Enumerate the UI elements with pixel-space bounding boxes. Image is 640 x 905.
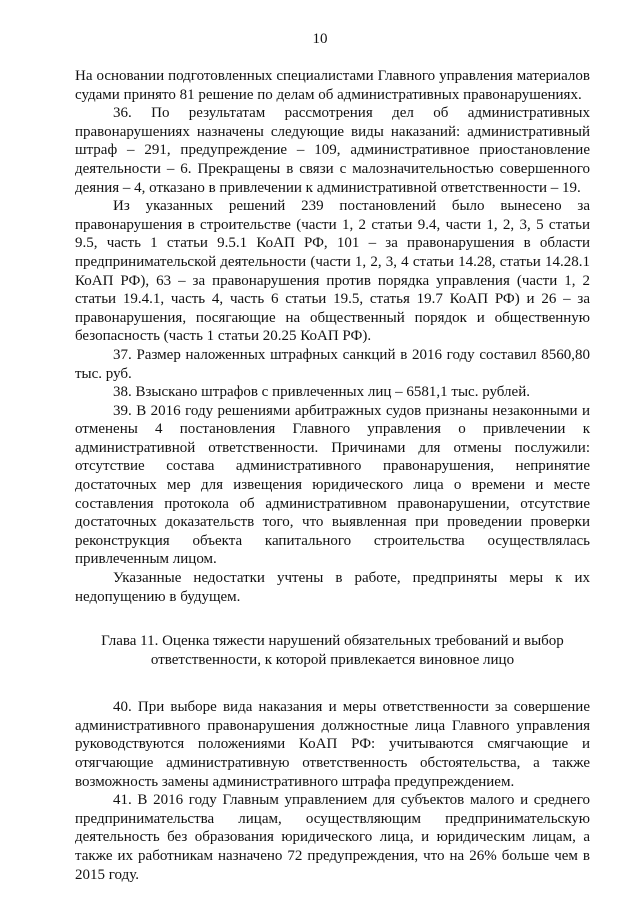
page-number: 10 (312, 31, 328, 47)
paragraph-36: 36. По результатам рассмотрения дел об административных правонарушениях назначены следующие виды наказаний: административный штраф – 291, предупреждение – 109, административное приостановление деятельности – 6. Прекращены в связи с малозначительностью совершенного деяния – 4, отказано в привлечении к административной ответственности – 19. (75, 105, 590, 196)
paragraph-37: 37. Размер наложенных штрафных санкций в 2016 году составил 8560,80 тыс. руб. (75, 346, 590, 382)
paragraph-41: 41. В 2016 году Главным управлением для субъектов малого и среднего предпринимательства лицам, осуществляющим предпринимательскую деятельность без образования юридического лица, и юридическим лицам, а также их работникам назначено 72 предупреждения, что на 26% больше чем в 2015 году. (75, 792, 590, 883)
paragraph-38: 38. Взыскано штрафов с привлеченных лиц – 6581,1 тыс. рублей. (113, 384, 530, 401)
paragraph-40: 40. При выборе вида наказания и меры ответственности за совершение административного правонарушения должностные лица Главного управления руководствуются положениями КоАП РФ: учитываются смягчающие и отягчающие административную ответственность обстоятельства, а также возможность замены административного штрафа предупреждением. (75, 699, 590, 790)
chapter-heading (75, 632, 590, 670)
paragraph-36-details: Из указанных решений 239 постановлений было вынесено за правонарушения в строительстве (части 1, 2 статьи 9.4, части 1, 2, 3, 5 статьи 9.5, часть 1 статьи 9.5.1 КоАП РФ, 101 – за правонарушения в области предпринимательской деятельности (части 1, 2, 3, 4 статьи 14.28, статьи 14.28.1 КоАП РФ), 63 – за правонарушения против порядка управления (части 1, 2 статьи 19.4.1, часть 4, часть 6 статьи 19.5, статья 19.7 КоАП РФ) и 26 – за правонарушения, посягающие на общественный порядок и общественную безопасность (часть 1 статьи 20.25 КоАП РФ). (75, 198, 590, 345)
chapter-heading-line-2: ответственности, к которой привлекается виновное лицо (150, 652, 515, 669)
document-body (75, 67, 590, 884)
paragraph-39-conclusion: Указанные недостатки учтены в работе, предприняты меры к их недопущению в будущем. (75, 570, 590, 605)
paragraph-39: 39. В 2016 году решениями арбитражных судов признаны незаконными и отменены 4 постановления Главного управления о привлечении к административной ответственности. Причинами для отмены послужили: отсутствие состава административного правонарушения, непринятие достаточных мер для извещения юридического лица о времени и месте составления протокола об административном правонарушении, отсутствие достаточных доказательств того, что выявленная при проведении проверки реконструкция объекта капитального строительства осуществлялась привлеченным лицом. (75, 402, 590, 568)
paragraph-intro: На основании подготовленных специалистами Главного управления материалов судами принято 81 решение по делам об административных правонарушениях. (75, 68, 590, 103)
chapter-heading-line-1: Глава 11. Оценка тяжести нарушений обязательных требований и выбор (101, 633, 564, 650)
